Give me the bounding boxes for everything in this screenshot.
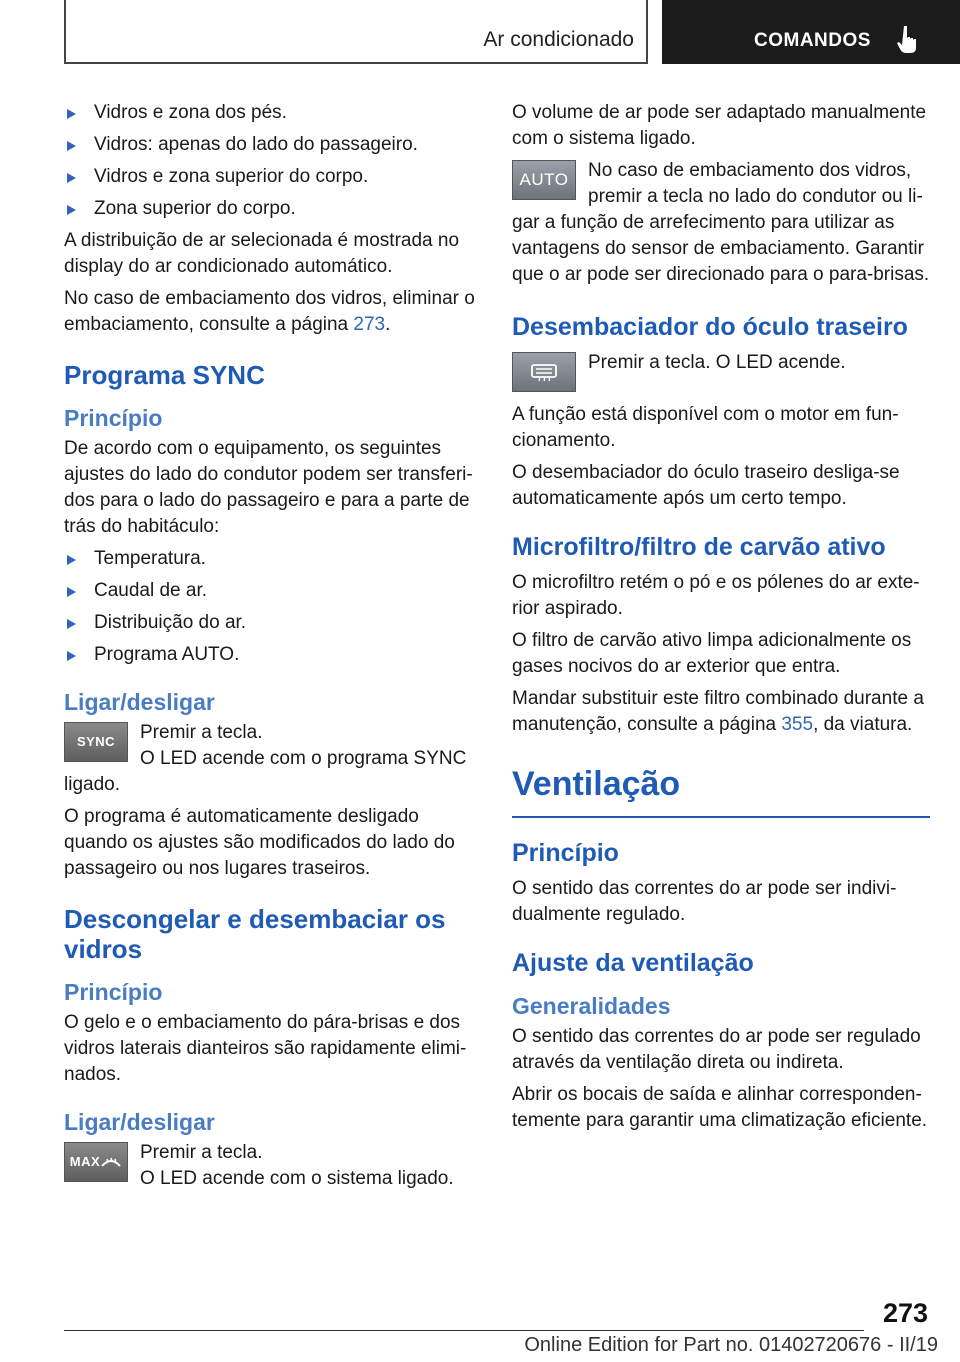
max-defrost-button-image: MAX [64, 1142, 128, 1182]
sync-button-image: SYNC [64, 722, 128, 762]
max-result: O LED acende com o sistema ligado. [140, 1168, 454, 1189]
heading-principio: Princípio [64, 979, 163, 1005]
paragraph: Mandar substituir este filtro combinado durante a manutenção, consulte a página 355, da viatura. [512, 688, 924, 735]
rear-defrost-text: Premir a tecla. O LED acende. [588, 352, 846, 373]
sync-step: Premir a tecla. [140, 722, 263, 743]
footer-edition: Online Edition for Part no. 01402720676 - II/19 [524, 1334, 938, 1356]
list-item: Vidros e zona superior do corpo. [64, 164, 479, 190]
list-item: Zona superior do corpo. [64, 196, 479, 222]
max-step: Premir a tecla. [140, 1142, 263, 1163]
auto-button-image: AUTO [512, 160, 576, 200]
page-link-355[interactable]: 355 [781, 714, 814, 735]
footer-divider [64, 1330, 864, 1331]
paragraph: O sentido das correntes do ar pode ser indivi-dualmente regulado. [512, 878, 897, 925]
page-link-273[interactable]: 273 [353, 314, 386, 335]
list-item: Vidros: apenas do lado do passageiro. [64, 132, 479, 158]
paragraph: A função está disponível com o motor em fun-cionamento. [512, 404, 899, 451]
paragraph: No caso de embaciamento dos vidros, eliminar o embaciamento, consulte a página 273. [64, 288, 475, 335]
rear-defrost-button-image [512, 352, 576, 392]
max-instruction [64, 1140, 479, 1192]
heading-principio: Princípio [512, 839, 619, 867]
paragraph: A distribuição de ar selecionada é mostrada no display do ar condicionado automático. [64, 230, 460, 277]
header-frame [64, 0, 648, 64]
section-label: COMANDOS [754, 30, 871, 51]
hand-pointer-icon [896, 24, 920, 54]
heading-generalidades: Generalidades [512, 993, 671, 1019]
paragraph: O filtro de carvão ativo limpa adicionalmente os gases nocivos do ar exterior que entra. [512, 630, 912, 677]
heading-microfiltro: Microfiltro/filtro de carvão ativo [512, 533, 886, 561]
bullet-list-sync [64, 546, 479, 668]
heading-descongelar: Descongelar e desembaciar os vidros [64, 904, 446, 964]
heading-sync: Programa SYNC [64, 360, 265, 390]
paragraph: O desembaciador do óculo traseiro desliga-se automaticamente após um certo tempo. [512, 462, 900, 509]
paragraph: De acordo com o equipamento, os seguintes ajustes do lado do condutor podem ser transferi-dos para o lado do passageiro e para a parte de trás do habitáculo: [64, 438, 473, 537]
heading-ligar-desligar: Ligar/desligar [64, 689, 215, 715]
page-number: 273 [882, 1298, 928, 1328]
windshield-defrost-icon [100, 1154, 122, 1170]
heading-ligar-desligar: Ligar/desligar [64, 1109, 215, 1135]
auto-text: No caso de embaciamento dos vidros, premir a tecla no lado do condutor ou li-gar a função de arrefecimento para utilizar as vantagens do sensor de embaciamento. Garantir que o ar pode ser direcionado para o para-brisas. [512, 160, 930, 285]
paragraph: O sentido das correntes do ar pode ser regulado através da ventilação direta ou indireta. [512, 1026, 921, 1073]
list-item: Distribuição do ar. [64, 610, 479, 636]
rear-window-defrost-icon [530, 362, 558, 382]
heading-ventilacao: Ventilação [512, 764, 930, 818]
list-item: Vidros e zona dos pés. [64, 100, 479, 126]
bullet-list-air-distribution [64, 100, 479, 222]
sync-result: O LED acende com o programa SYNC ligado. [64, 748, 467, 795]
sync-instruction [64, 720, 479, 798]
paragraph: Abrir os bocais de saída e alinhar corresponden-temente para garantir uma climatização eficiente. [512, 1084, 928, 1131]
paragraph: O gelo e o embaciamento do pára-brisas e dos vidros laterais dianteiros são rapidamente elimi-nados. [64, 1012, 467, 1085]
heading-ajuste-ventilacao: Ajuste da ventilação [512, 949, 754, 977]
paragraph: O volume de ar pode ser adaptado manualmente com o sistema ligado. [512, 102, 927, 149]
paragraph: O programa é automaticamente desligado quando os ajustes são modificados do lado do passageiro ou nos lugares traseiros. [64, 806, 455, 879]
list-item: Programa AUTO. [64, 642, 479, 668]
left-column [64, 100, 479, 1198]
list-item: Temperatura. [64, 546, 479, 572]
paragraph: O microfiltro retém o pó e os pólenes do ar exte-rior aspirado. [512, 572, 920, 619]
heading-principio: Princípio [64, 405, 163, 431]
section-tab [662, 0, 960, 64]
heading-desembaciador: Desembaciador do óculo traseiro [512, 313, 908, 341]
rear-defrost-instruction [512, 350, 930, 396]
right-column [512, 100, 930, 1140]
list-item: Caudal de ar. [64, 578, 479, 604]
header-title: Ar condicionado [483, 28, 634, 51]
auto-instruction [512, 158, 930, 288]
